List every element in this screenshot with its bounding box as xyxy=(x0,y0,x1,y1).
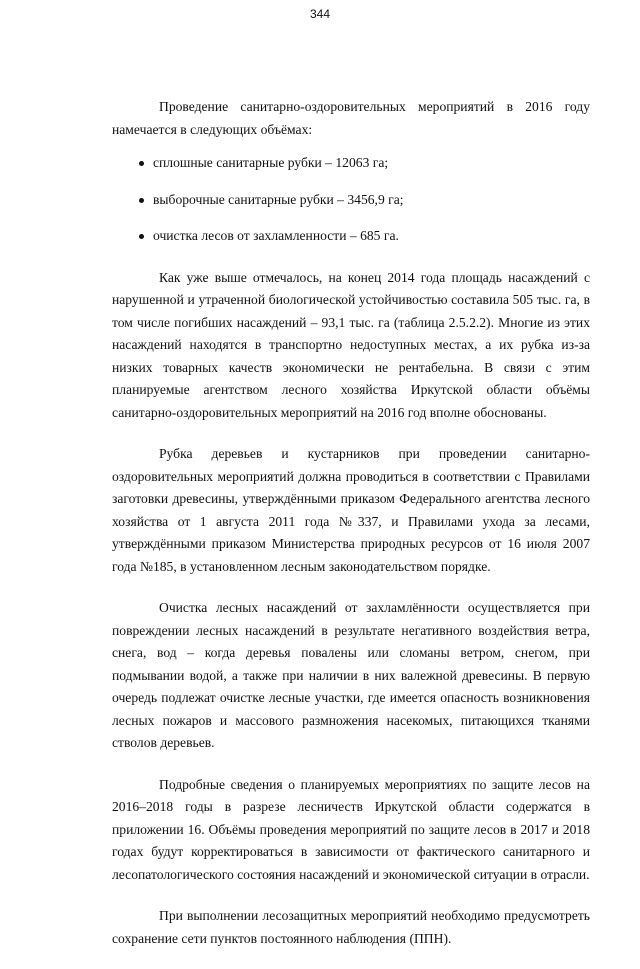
document-body xyxy=(112,96,590,969)
list-item-text: сплошные санитарные рубки – 12063 га; xyxy=(153,155,389,170)
page-number: 344 xyxy=(309,7,331,21)
bullet-icon xyxy=(139,161,144,166)
list-item xyxy=(139,189,590,212)
paragraph-intro: Проведение санитарно-оздоровительных мероприятий в 2016 году намечается в следующих объёмах: xyxy=(112,99,590,137)
paragraph-clearing: Очистка лесных насаждений от захламлённости осуществляется при повреждении лесных насаждений в результате негативного воздействия ветра, снега, вод – когда деревья повалены или сломаны ветром, снегом, при подмывании водой, а также при наличии в них валежной древесины. В первую очередь подлежат очистке лесные участки, где имеется опасность возникновения лесных пожаров и массового размножения насекомых, питающихся тканями стволов деревьев. xyxy=(112,600,590,750)
paragraph-monitoring: При выполнении лесозащитных мероприятий необходимо предусмотреть сохранение сети пунктов постоянного наблюдения (ППН). xyxy=(112,908,590,946)
volumes-list xyxy=(112,152,590,248)
list-item xyxy=(139,152,590,175)
paragraph-appendix: Подробные сведения о планируемых мероприятиях по защите лесов на 2016–2018 годы в разрезе лесничеств Иркутской области содержатся в приложении 16. Объёмы проведения мероприятий по защите лесов в 2017 и 2018 годах будут корректироваться в зависимости от фактического санитарного и лесопатологического состояния насаждений и экономической ситуации в отрасли. xyxy=(112,776,590,882)
list-item-text: очистка лесов от захламленности – 685 га. xyxy=(153,228,399,243)
bullet-icon xyxy=(139,234,144,239)
list-item-text: выборочные санитарные рубки – 3456,9 га; xyxy=(153,191,404,207)
list-item xyxy=(139,225,590,248)
bullet-icon xyxy=(139,198,144,203)
paragraph-felling-rules: Рубка деревьев и кустарников при проведении санитарно-оздоровительных мероприятий должна проводиться в соответствии с Правилами заготовки древесины, утверждёнными приказом Федерального агентства лесного хозяйства от 1 августа 2011 года №337, и Правилами ухода за лесами, утверждёнными приказом Министерства природных ресурсов от 16 июля 2007 года №185, в установленном лесным законодательством порядке. xyxy=(112,446,590,574)
paragraph-damaged-stands: Как уже выше отмечалось, на конец 2014 года площадь насаждений с нарушенной и утраченной биологической устойчивостью составила 505 тыс. га, в том числе погибших насаждений – 93,1 тыс. га (таблица 2.5.2.2). Многие из этих насаждений находятся в транспортно недоступных местах, а их рубка из-за низких товарных качеств экономически не рентабельна. В связи с этим планируемые агентством лесного хозяйства Иркутской области объёмы санитарно-оздоровительных мероприятий на 2016 год вполне обоснованы. xyxy=(112,269,590,420)
